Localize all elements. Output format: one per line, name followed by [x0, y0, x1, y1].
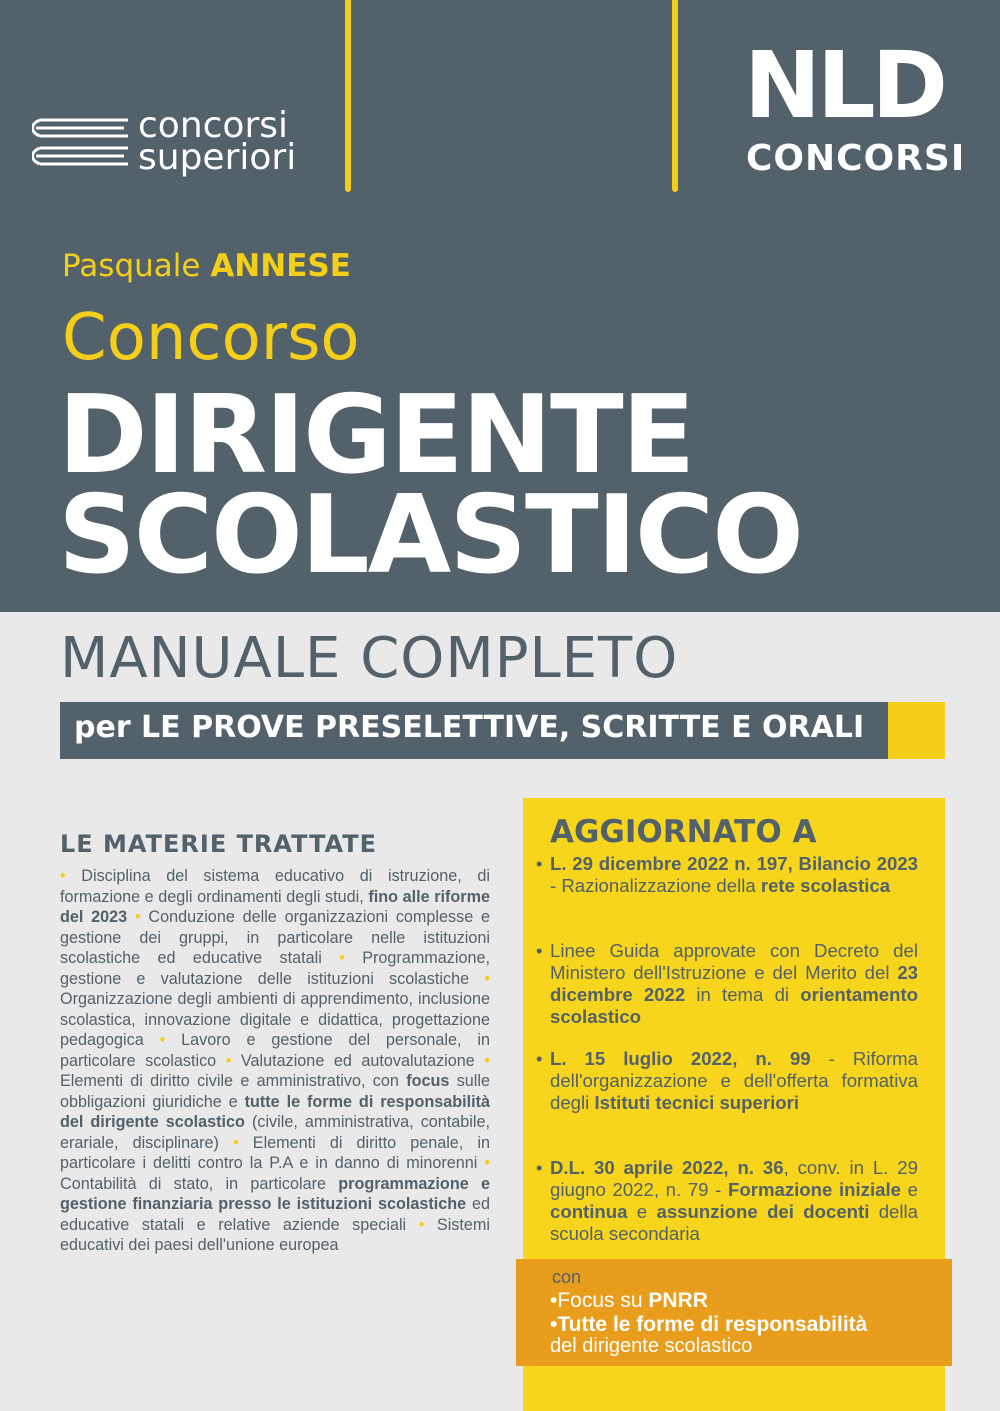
subtitle: MANUALE COMPLETO	[60, 626, 679, 691]
title-prefix: Concorso	[62, 301, 360, 375]
topic-text: Sistemi educativi dei paesi dell'unione europea	[60, 1215, 490, 1254]
update-text: della scuola secondaria	[550, 1201, 918, 1244]
nld-mark: NLD	[744, 32, 944, 139]
nld-subtitle: CONCORSI	[746, 138, 966, 179]
title-line-2: SCOLASTICO	[58, 473, 802, 598]
logo-text-line2: superiori	[138, 137, 297, 178]
author-first-name: Pasquale	[62, 248, 211, 284]
bullet: •	[536, 940, 543, 961]
update-text: Linee Guida approvate con Decreto del Ministero dell'Istruzione e del Merito del	[550, 940, 918, 983]
bullet: •	[484, 1154, 490, 1172]
bullet: •	[159, 1031, 166, 1049]
nld-concorsi-logo	[744, 32, 966, 180]
update-text: , conv. in L. 29 giugno 2022, n. 79 -	[550, 1157, 918, 1200]
exam-ribbon	[60, 702, 888, 759]
update-text: - Razionalizzazione della	[550, 875, 761, 896]
update-text: e	[627, 1201, 657, 1222]
topic-text: Valutazione ed autovalutazione	[231, 1051, 485, 1070]
topic-text: (civile, amministrativa, contabile, erariale, disciplinare)	[60, 1113, 490, 1152]
update-emphasis: orientamento scolastico	[550, 984, 918, 1027]
divider-line-left	[345, 0, 351, 192]
update-emphasis: L. 29 dicembre 2022 n. 197, Bilancio 2023	[550, 853, 918, 874]
update-emphasis: D.L. 30 aprile 2022, n. 36	[550, 1157, 784, 1178]
focus-responsabilita	[550, 1313, 867, 1337]
concorsi-superiori-logo	[32, 105, 322, 178]
update-text: e	[901, 1179, 918, 1200]
bullet: •	[484, 1051, 490, 1070]
topic-text: Lavoro e gestione del personale, in particolare scolastico	[60, 1031, 490, 1070]
bullet: •	[225, 1051, 232, 1070]
topic-text: Disciplina del sistema educativo di istruzione, di formazione e degli ordinamenti degli studi,	[60, 867, 490, 906]
topic-text: Elementi di diritto civile e amministrativo, con	[60, 1072, 407, 1090]
topic-text: Contabilità di stato, in particolare	[60, 1174, 339, 1193]
update-emphasis: assunzione dei docenti	[656, 1201, 870, 1222]
bullet: •	[134, 908, 141, 926]
topic-emphasis: tutte le forme di responsabilità del dirigente scolastico	[60, 1092, 490, 1131]
focus-dirigente: del dirigente scolastico	[550, 1335, 753, 1357]
update-text: - Riforma dell'organizzazione e dell'offerta formativa degli	[550, 1048, 918, 1113]
update-item-linee-guida	[536, 940, 918, 1028]
update-emphasis: 23 dicembre 2022	[550, 962, 918, 1005]
book-stack-icon	[32, 116, 132, 172]
update-emphasis: L. 15 luglio 2022, n. 99	[550, 1048, 811, 1069]
bullet: •	[536, 1157, 543, 1178]
bullet: •	[536, 1048, 543, 1069]
topic-text: Organizzazione degli ambienti di apprendimento, inclusione scolastica, innovazione digitale e didattica, progettazione pedagogica	[60, 990, 490, 1049]
topic-emphasis: programmazione e gestione finanziaria presso le istituzioni scolastiche	[60, 1174, 490, 1213]
topic-text: Programmazione, gestione e valutazione delle istituzioni scolastiche	[60, 949, 490, 988]
title-line-1: DIRIGENTE	[58, 373, 694, 498]
bullet: •	[484, 969, 490, 988]
update-emphasis: rete scolastica	[760, 875, 891, 896]
bullet: •	[60, 867, 66, 885]
ribbon-text: per LE PROVE PRESELETTIVE, SCRITTE E ORALI	[74, 710, 865, 745]
bullet: •	[339, 949, 345, 967]
topics-heading: LE MATERIE TRATTATE	[60, 830, 378, 858]
topic-text: Elementi di diritto penale, in particolare i delitti contro la P.A e in danno di minorenni	[60, 1133, 490, 1172]
topic-emphasis: fino alle riforme del 2023	[60, 887, 490, 926]
topics-list	[60, 866, 490, 1256]
focus-text: •Focus su	[550, 1289, 649, 1312]
update-item-its	[536, 1048, 918, 1114]
update-emphasis: Formazione iniziale	[728, 1179, 901, 1200]
focus-emphasis: PNRR	[648, 1289, 708, 1312]
focus-emphasis: •Tutte le forme di responsabilità	[550, 1313, 868, 1336]
ribbon-accent	[888, 702, 945, 759]
update-item-bilancio	[536, 853, 918, 897]
topic-text: sulle obbligazioni giuridiche e	[60, 1072, 490, 1111]
focus-pnrr	[550, 1289, 708, 1313]
update-emphasis: Istituti tecnici superiori	[594, 1092, 800, 1113]
update-item-dl36	[536, 1157, 918, 1245]
topic-emphasis: focus	[406, 1072, 450, 1090]
author-last-name: ANNESE	[210, 248, 351, 284]
bullet: •	[536, 853, 543, 874]
focus-intro: con	[552, 1267, 582, 1287]
author-name	[62, 248, 351, 284]
divider-line-right	[672, 0, 678, 192]
topic-text: ed educative statali e relative aziende speciali	[60, 1195, 490, 1234]
bullet: •	[418, 1215, 425, 1234]
topic-text: Conduzione delle organizzazioni complesse e gestione dei gruppi, in particolare nelle istituzioni scolastiche ed educative statali	[60, 908, 490, 967]
updates-heading: AGGIORNATO A	[550, 814, 817, 850]
update-emphasis: continua	[550, 1201, 628, 1222]
update-text: in tema di	[685, 984, 801, 1005]
logo-text-line1: concorsi	[138, 105, 289, 146]
bullet: •	[233, 1133, 239, 1152]
